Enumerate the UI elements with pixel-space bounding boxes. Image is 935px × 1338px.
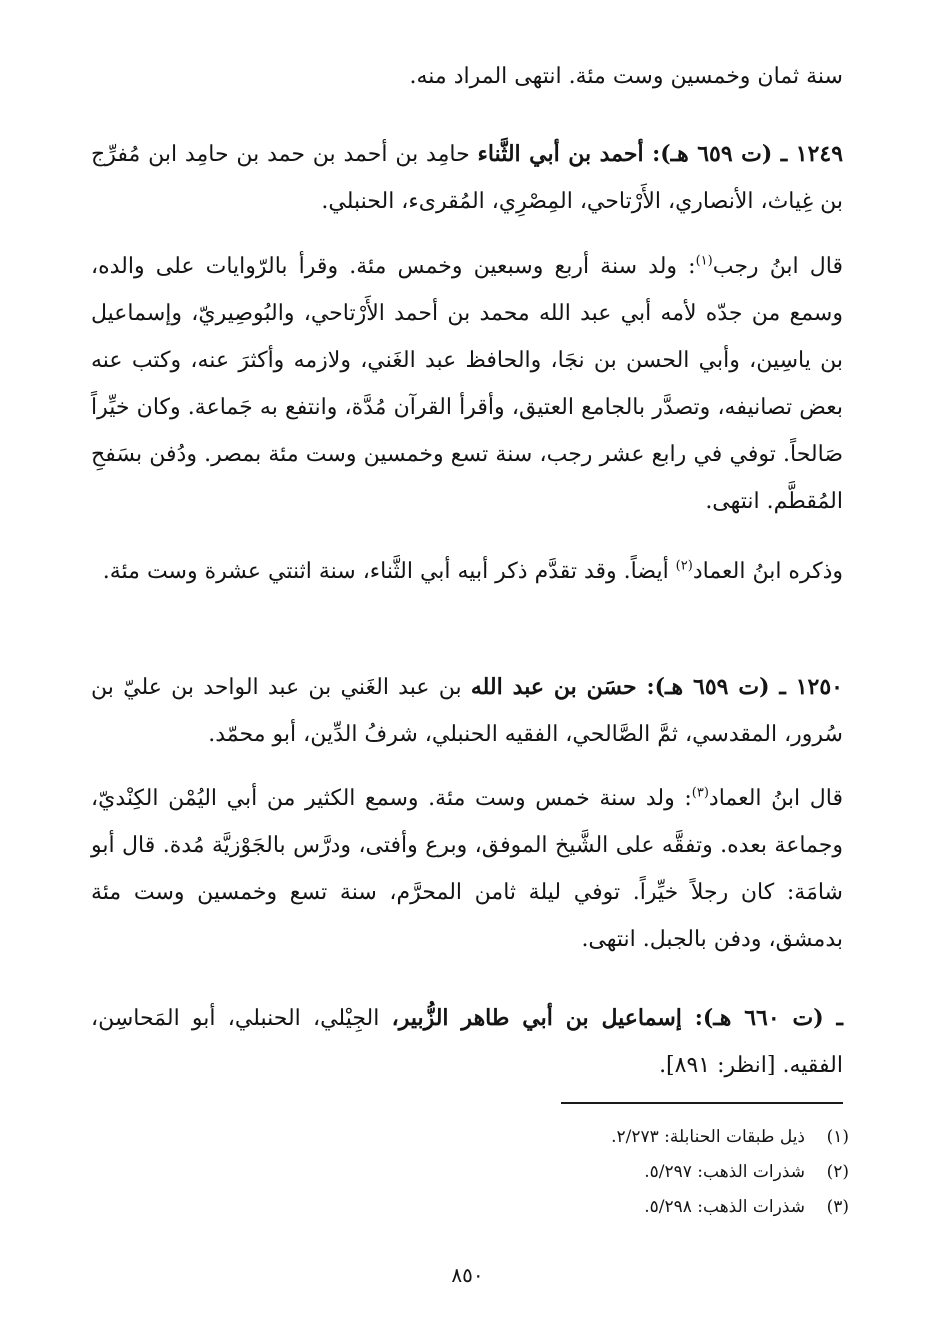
entry-1249-heading: ١٢٤٩ ـ (ت ٦٥٩ هـ): أحمد بن أبي الثَّناء <box>477 141 844 167</box>
entry-1250-lineage: بن عبد الغَني بن عبد الواحد بن عليّ بن سُرور، المقدسي، ثمَّ الصَّالحي، الفقيه الحنبلي، شرفُ الدِّين، أبو محمّد. <box>91 675 843 747</box>
entry-1250-p1-body: : ولد سنة خمس وست مئة. وسمع الكثير من أبي اليُمْن الكِنْديّ، وجماعة بعده. وتفقَّه على الشَّيخ الموفق، وبرع وأفتى، ودرَّس بالجَوْزيَّة مُدة. قال أبو شامَة: كان رجلاً خيِّراً. توفي ليلة ثامن المحرَّم، سنة تسع وخمسين وست مئة بدمشق، ودفن بالجبل. انتهى. <box>91 786 843 952</box>
footnote-ref-3[interactable]: (٣) <box>691 785 709 801</box>
entry-1249-p2-lead: وذكره ابنُ العماد <box>692 559 843 584</box>
continuation-line <box>91 53 843 100</box>
footnote-3 <box>349 1190 849 1225</box>
page-number: ٨٥٠ <box>451 1263 484 1287</box>
cross-reference-body: الجِيْلي، الحنبلي، أبو المَحاسِن، الفقيه. [انظر: ٨٩١]. <box>91 1006 843 1078</box>
entry-1249-p2-body: أيضاً. وقد تقدَّم ذكر أبيه أبي الثَّناء، سنة اثنتي عشرة وست مئة. <box>102 559 676 584</box>
footnote-text: شذرات الذهب: ٥/٢٩٨. <box>644 1197 805 1217</box>
cross-reference-entry <box>91 995 843 1089</box>
entry-1250-paragraph-1 <box>91 775 843 963</box>
cross-reference-heading: ـ (ت ٦٦٠ هـ): إسماعيل بن أبي طاهر الزُّبير، <box>391 1005 844 1031</box>
footnote-number: (١) <box>826 1127 849 1147</box>
entry-1250-heading: ١٢٥٠ ـ (ت ٦٥٩ هـ): حسَن بن عبد الله <box>470 674 843 700</box>
footnote-1 <box>349 1120 849 1155</box>
continuation-text: سنة ثمان وخمسين وست مئة. انتهى المراد منه. <box>409 64 843 89</box>
entry-1249-header <box>91 131 843 225</box>
footnote-2 <box>349 1155 849 1190</box>
entry-1249-p1-lead: قال ابنُ رجب <box>712 254 844 279</box>
entry-1249-paragraph-2 <box>91 548 843 595</box>
footnotes <box>349 1120 849 1225</box>
entry-1249-paragraph-1 <box>91 243 843 525</box>
entry-1250-p1-lead: قال ابنُ العماد <box>708 786 843 811</box>
entry-1249-p1-body: : ولد سنة أربع وسبعين وخمس مئة. وقرأ بالرّوايات على والده، وسمع من جدّه لأمه أبي عبد الله محمد بن أحمد الأَرْتاحي، والبُوصِيريّ، وإسماعيل بن ياسِين، وأبي الحسن بن نجَا، والحافظ عبد الغَني، ولازمه وأكثرَ عنه، وكتب عنه بعض تصانيفه، وتصدَّر بالجامع العتيق، وأقرأ القرآن مُدَّة، وانتفع به جَماعة. وكان خيِّراً صَالحاً. توفي في رابع عشر رجب، سنة تسع وخمسين وست مئة بمصر. ودُفن بسَفحِ المُقطَّم. انتهى. <box>91 254 843 514</box>
footnote-number: (٣) <box>826 1197 849 1217</box>
footnote-text: ذيل طبقات الحنابلة: ٢/٢٧٣. <box>611 1127 805 1147</box>
footnote-number: (٢) <box>826 1162 849 1182</box>
footnote-divider <box>561 1102 843 1104</box>
entry-1249-lineage: حامِد بن أحمد بن حمد بن حامِد ابن مُفرِّج بن غِياث، الأنصاري، الأَرْتاحي، المِصْرِي، المُقرىء، الحنبلي. <box>91 142 843 214</box>
footnote-ref-2[interactable]: (٢) <box>675 558 693 574</box>
footnote-text: شذرات الذهب: ٥/٢٩٧. <box>644 1162 805 1182</box>
footnote-ref-1[interactable]: (١) <box>695 253 713 269</box>
entry-1250-header <box>91 664 843 758</box>
